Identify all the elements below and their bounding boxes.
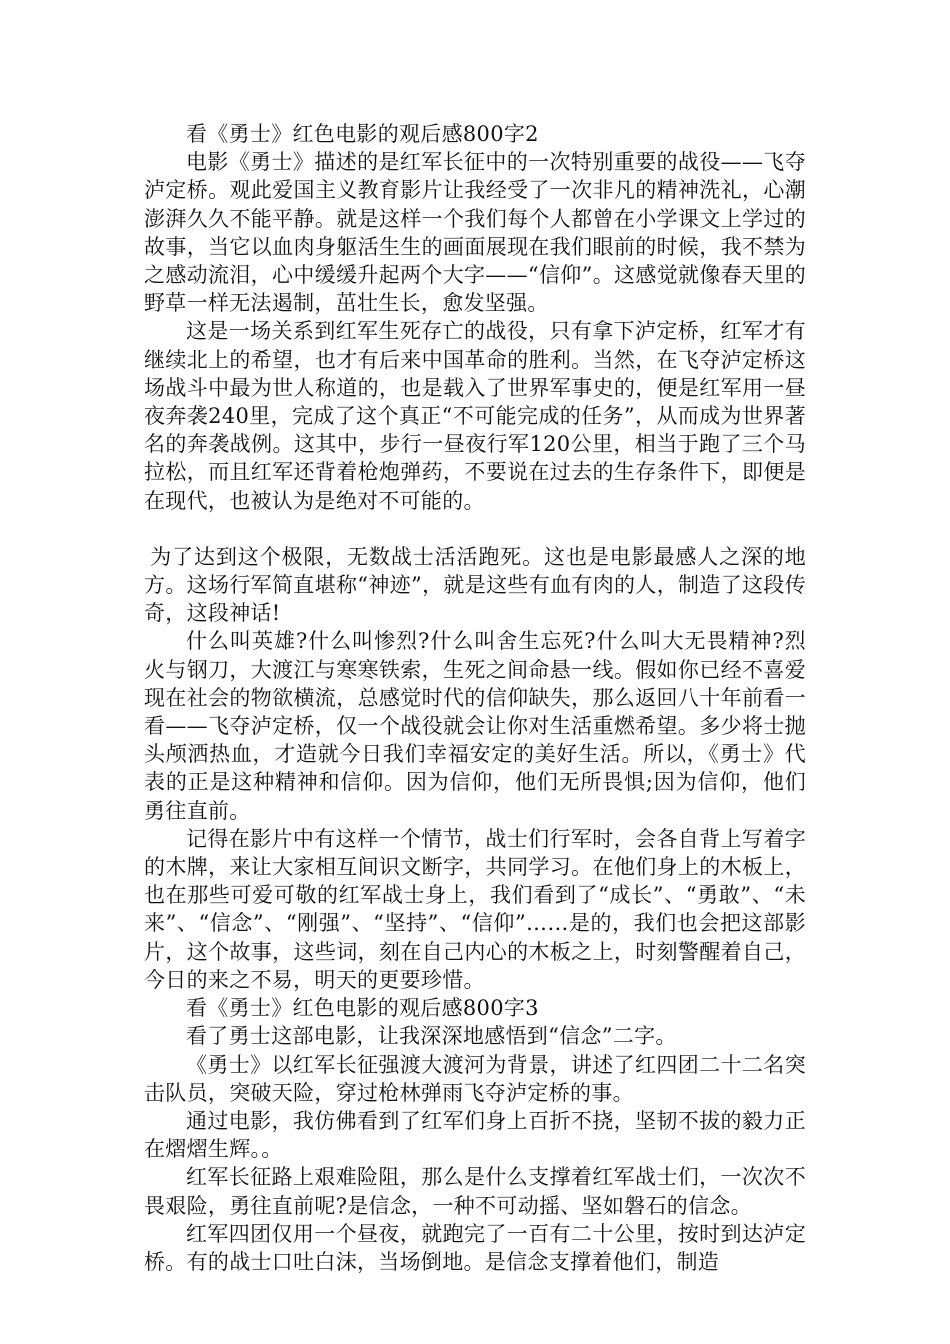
paragraph: 通过电影，我仿佛看到了红军们身上百折不挠，坚韧不拔的毅力正在熠熠生辉。。	[144, 1108, 806, 1162]
section-heading-2: 看《勇士》红色电影的观后感800字2	[186, 122, 539, 146]
paragraph: 这是一场关系到红军生死存亡的战役，只有拿下泸定桥，红军才有继续北上的希望，也才有后来中国革命的胜利。当然，在飞夺泸定桥这场战斗中最为世人称道的，也是载入了世界军事史的，便是红军用一昼夜奔袭240里，完成了这个真正“不可能完成的任务”，从而成为世界著名的奔袭战例。这其中，步行一昼夜行军120公里，相当于跑了三个马拉松，而且红军还背着枪炮弹药，不要说在过去的生存条件下，即便是在现代，也被认为是绝对不可能的。	[144, 319, 806, 513]
document-body	[144, 120, 806, 1276]
paragraph: 什么叫英雄?什么叫惨烈?什么叫舍生忘死?什么叫大无畏精神?烈火与钢刀，大渡江与寒寒铁索，生死之间命悬一线。假如你已经不喜爱现在社会的物欲横流，总感觉时代的信仰缺失，那么返回八十年前看一看——飞夺泸定桥，仅一个战役就会让你对生活重燃希望。多少将士抛头颅洒热血，才造就今日我们幸福安定的美好生活。所以，《勇士》代表的正是这种精神和信仰。因为信仰，他们无所畏惧;因为信仰，他们勇往直前。	[144, 629, 806, 823]
blank-line	[144, 515, 806, 543]
paragraph: 为了达到这个极限，无数战士活活跑死。这也是电影最感人之深的地方。这场行军简直堪称“神迹”，就是这些有血有肉的人，制造了这段传奇，这段神话!	[144, 544, 806, 626]
section-heading-3: 看《勇士》红色电影的观后感800字3	[186, 996, 539, 1021]
paragraph: 红军四团仅用一个昼夜，就跑完了一百有二十公里，按时到达泸定桥。有的战士口吐白沫，当场倒地。是信念支撑着他们，制造	[144, 1221, 806, 1274]
paragraph: 电影《勇士》描述的是红军长征中的一次特别重要的战役——飞夺泸定桥。观此爱国主义教育影片让我经受了一次非凡的精神洗礼，心潮澎湃久久不能平静。就是这样一个我们每个人都曾在小学课文上学过的故事，当它以血肉身躯活生生的画面展现在我们眼前的时候，我不禁为之感动流泪，心中缓缓升起两个大字——“信仰”。这感觉就像春天里的野草一样无法遏制，茁壮生长，愈发坚强。	[144, 150, 806, 316]
paragraph: 红军长征路上艰难险阻，那么是什么支撑着红军战士们，一次次不畏艰险，勇往直前呢?是信念，一种不可动摇、坚如磐石的信念。	[144, 1165, 806, 1218]
paragraph: 《勇士》以红军长征强渡大渡河为背景，讲述了红四团二十二名突击队员，突破天险，穿过枪林弹雨飞夺泸定桥的事。	[144, 1052, 806, 1105]
paragraph: 记得在影片中有这样一个情节，战士们行军时，会各自背上写着字的木牌，来让大家相互间识文断字，共同学习。在他们身上的木板上，也在那些可爱可敬的红军战士身上，我们看到了“成长”、“勇敢”、“未来”、“信念”、“刚强”、“坚持”、“信仰”……是的，我们也会把这部影片，这个故事，这些词，刻在自己内心的木板之上，时刻警醒着自己，今日的来之不易，明天的更要珍惜。	[144, 826, 806, 992]
paragraph: 看了勇士这部电影，让我深深地感悟到“信念”二字。	[186, 1024, 677, 1049]
